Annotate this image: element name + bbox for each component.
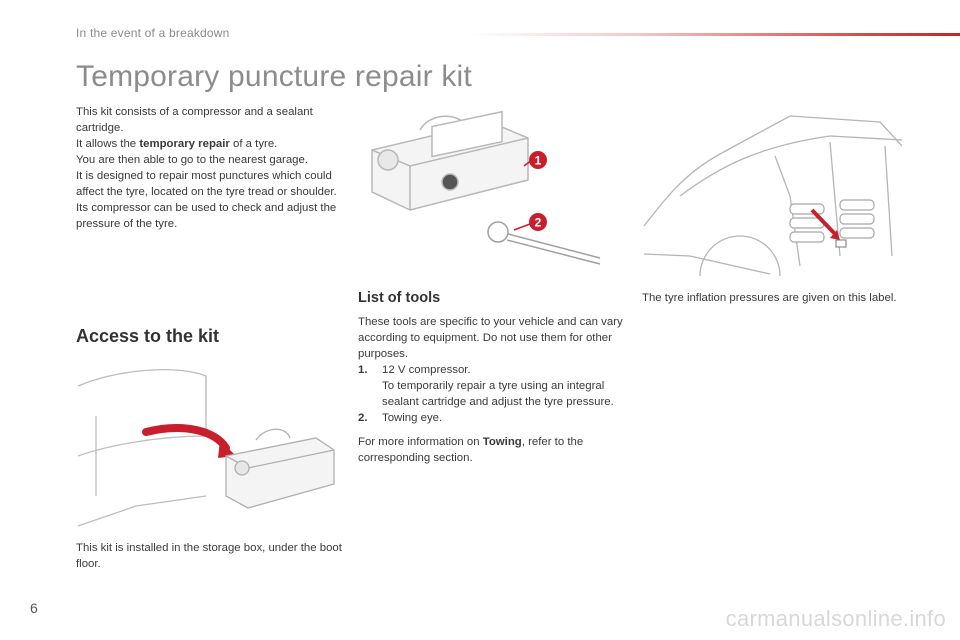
tools-item-1-number: 1. — [358, 364, 368, 376]
tools-item-2-number: 2. — [358, 412, 368, 424]
watermark: carmanualsonline.info — [725, 606, 946, 631]
page-number: 6 — [30, 600, 38, 616]
repair-kit-illustration — [350, 108, 620, 278]
intro-line-3: You are then able to go to the nearest garage. — [76, 154, 309, 166]
towing-reference: For more information on Towing, refer to the corresponding section. — [358, 436, 584, 464]
tools-item-1 — [358, 362, 628, 410]
section-header: In the event of a breakdown — [76, 26, 230, 40]
tools-body — [358, 314, 628, 466]
tools-item-1-name: 12 V compressor. — [382, 364, 471, 376]
intro-line-2: It allows the temporary repair of a tyre. — [76, 138, 278, 150]
page-title: Temporary puncture repair kit — [76, 60, 472, 93]
header-accent-bar — [470, 33, 960, 36]
callout-1-label: 1 — [534, 153, 542, 168]
tools-item-1-desc: To temporarily repair a tyre using an integral sealant cartridge and adjust the tyre pressure. — [382, 380, 614, 408]
tools-item-2 — [358, 410, 628, 426]
pressure-label-caption: The tyre inflation pressures are given on this label. — [642, 292, 897, 304]
callout-2-label: 2 — [534, 215, 542, 230]
towing-link-text: Towing — [482, 436, 522, 448]
pressure-label-sticker — [836, 240, 846, 247]
intro-line-1: This kit consists of a compressor and a sealant cartridge. — [76, 106, 313, 134]
tools-intro: These tools are specific to your vehicle and can vary according to equipment. Do not use them for other purposes. — [358, 316, 623, 360]
boot-storage-illustration — [76, 356, 346, 528]
access-section-title: Access to the kit — [76, 326, 220, 346]
intro-text — [76, 104, 346, 232]
storage-caption: This kit is installed in the storage box, under the boot floor. — [76, 542, 342, 570]
car-side-label-illustration — [640, 106, 902, 278]
bold-term-temporary-repair: temporary repair — [139, 138, 230, 150]
intro-line-5: Its compressor can be used to check and adjust the pressure of the tyre. — [76, 202, 337, 230]
tools-section-title: List of tools — [358, 290, 441, 306]
intro-line-4: It is designed to repair most punctures which could affect the tyre, located on the tyre tread or shoulder. — [76, 170, 337, 198]
tools-item-2-name: Towing eye. — [382, 412, 443, 424]
